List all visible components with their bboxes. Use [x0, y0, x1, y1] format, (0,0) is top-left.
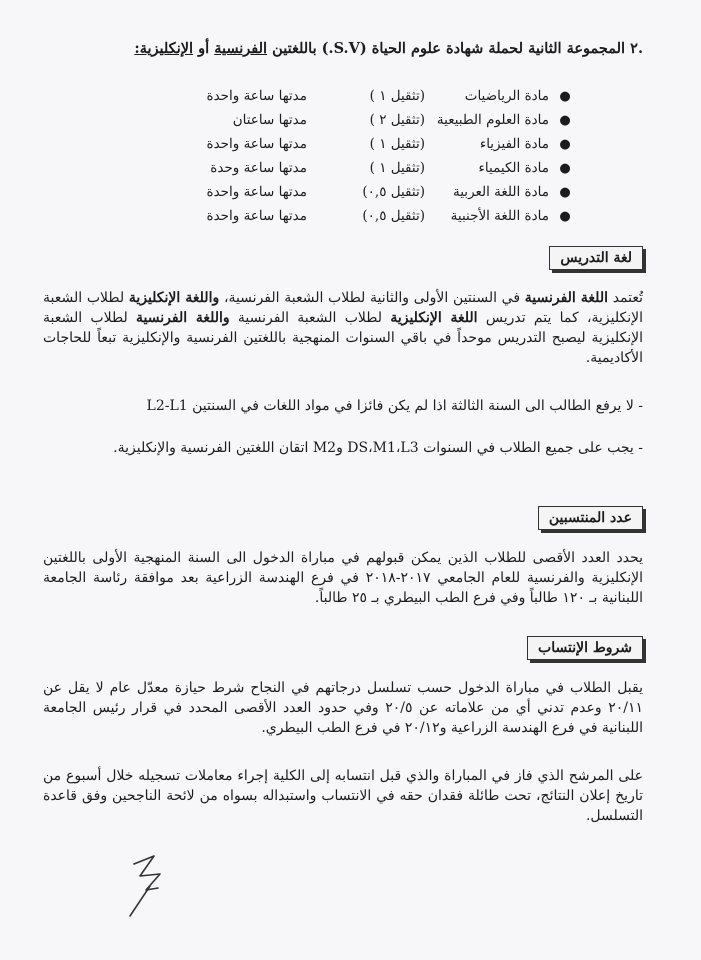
subject-duration: مدتها ساعة واحدة [206, 88, 307, 104]
text-run-latin: M2 [312, 440, 337, 456]
list-item [143, 132, 573, 156]
text-run-bold: واللغة الفرنسية [136, 310, 230, 326]
text-run-bold: واللغة الإنكليزية [128, 290, 220, 306]
teaching-language-bullet-2: - يجب على جميع الطلاب في السنوات L3،M1،DS وM2 اتقان اللغتين الفرنسية والإنكليزية. [113, 440, 643, 456]
text-run: اتقان اللغتين الفرنسية والإنكليزية. [113, 440, 309, 456]
subject-weight: (تثقيل ٠,٥) [362, 208, 425, 224]
enrollment-conditions-paragraph-1: يقبل الطلاب في مباراة الدخول حسب تسلسل درجاتهم في النجاح شرط حيازة معدّل عام لا يقل عن ٢٠/١١ وعدم تدني أي من علاماته عن ٢٠/٥ وفي حدود العدد الأقصى المحدد في قرار رئيس الجامعة اللبنانية في فرع الهندسة الزراعية و٢٠/١٢ في فرع الطب البيطري. [43, 680, 643, 736]
subject-name: مادة الكيمياء [478, 160, 549, 176]
group-number: .٢ [630, 40, 643, 57]
text-run: - يجب على جميع الطلاب في السنوات [423, 440, 643, 456]
bullet-icon: ● [559, 112, 571, 128]
subject-duration: مدتها ساعة واحدة [206, 136, 307, 152]
text-run-latin: M1 [372, 440, 396, 456]
subject-name: مادة الرياضيات [464, 88, 549, 104]
list-item [143, 156, 573, 180]
text-run-latin: DS [347, 440, 369, 456]
bullet-icon: ● [559, 136, 571, 152]
text-run-latin: L2-L1 [146, 398, 188, 414]
text-run-bold: اللغة الفرنسية [524, 290, 608, 306]
text-run: لطلاب الشعبة الإنكليزية، كما يتم تدريس [43, 290, 643, 326]
subject-weight: (تثقيل ٢ ) [369, 112, 425, 128]
subjects-list [143, 84, 573, 228]
bullet-icon: ● [559, 184, 571, 200]
subject-weight: (تثقيل ١ ) [369, 88, 425, 104]
list-item [143, 84, 573, 108]
signature-icon [120, 850, 180, 920]
group-title-french: الفرنسية [214, 40, 268, 57]
group-heading [43, 38, 643, 60]
enrollment-conditions-paragraph-2: على المرشح الذي فاز في المباراة والذي قبل انتسابه إلى الكلية إجراء معاملات تسجيله خلال أسبوع من تاريخ إعلان النتائج، تحت طائلة فقدان حقه في الانتساب واستبداله بسواه من لائحة الناجحين وفق قاعدة التسلسل. [43, 768, 643, 824]
teaching-language-paragraph [43, 288, 643, 368]
enrollment-count-paragraph: يحدد العدد الأقصى للطلاب الذين يمكن قبولهم في مباراة الدخول الى السنة المنهجية الأولى باللغتين الإنكليزية والفرنسية للعام الجامعي ٢٠١٧-٢٠١٨ في فرع الهندسة الزراعية بعد موافقة رئاسة الجامعة اللبنانية بـ ١٢٠ طالباً وفي فرع الطب البيطري بـ ٢٥ طالباً. [43, 550, 643, 606]
subject-duration: مدتها ساعة واحدة [206, 184, 307, 200]
bullet-icon: ● [559, 88, 571, 104]
bullet-icon: ● [559, 160, 571, 176]
text-run: - لا يرفع الطالب الى السنة الثالثة اذا لم يكن فائزا في مواد اللغات في السنتين [192, 398, 643, 414]
section-title-enrollment-count: عدد المنتسبين [538, 506, 643, 530]
subject-name: مادة اللغة الأجنبية [450, 208, 549, 224]
list-item [143, 204, 573, 228]
text-run-latin: L3 [400, 440, 419, 456]
teaching-language-bullet-1 [43, 396, 643, 416]
list-item [143, 108, 573, 132]
text-run: تُعتمد [612, 290, 644, 306]
subject-weight: (تثقيل ٠,٥) [362, 184, 425, 200]
subject-duration: مدتها ساعة واحدة [206, 208, 307, 224]
subject-duration: مدتها ساعتان [232, 112, 307, 128]
subject-duration: مدتها ساعة وحدة [210, 160, 307, 176]
subject-weight: (تثقيل ١ ) [369, 136, 425, 152]
text-run: لطلاب الشعبة الفرنسية [237, 310, 383, 326]
text-run: و [336, 440, 343, 456]
bullet-icon: ● [559, 208, 571, 224]
text-run: لطلاب الشعبة الإنكليزية ليصبح التدريس موحداً في باقي السنوات المنهجية باللغتين الفرنسية والإنكليزية تبعاً للحاجات الأكاديمية. [43, 310, 643, 366]
section-title-enrollment-conditions: شروط الإنتساب [527, 636, 643, 660]
subject-name: مادة اللغة العربية [453, 184, 549, 200]
subject-weight: (تثقيل ١ ) [369, 160, 425, 176]
text-run-bold: اللغة الإنكليزية [390, 310, 478, 326]
section-title-teaching-language: لغة التدريس [549, 246, 643, 270]
group-title-or: أو [198, 40, 210, 57]
list-item [143, 180, 573, 204]
group-title-start: المجموعة الثانية لحملة شهادة علوم الحياة (S.V.) باللغتين [272, 40, 626, 57]
group-title-english: الإنكليزية: [134, 40, 194, 57]
subject-name: مادة العلوم الطبيعية [436, 112, 549, 128]
text-run: في السنتين الأولى والثانية لطلاب الشعبة الفرنسية، [223, 290, 521, 306]
subject-name: مادة الفيزياء [479, 136, 549, 152]
